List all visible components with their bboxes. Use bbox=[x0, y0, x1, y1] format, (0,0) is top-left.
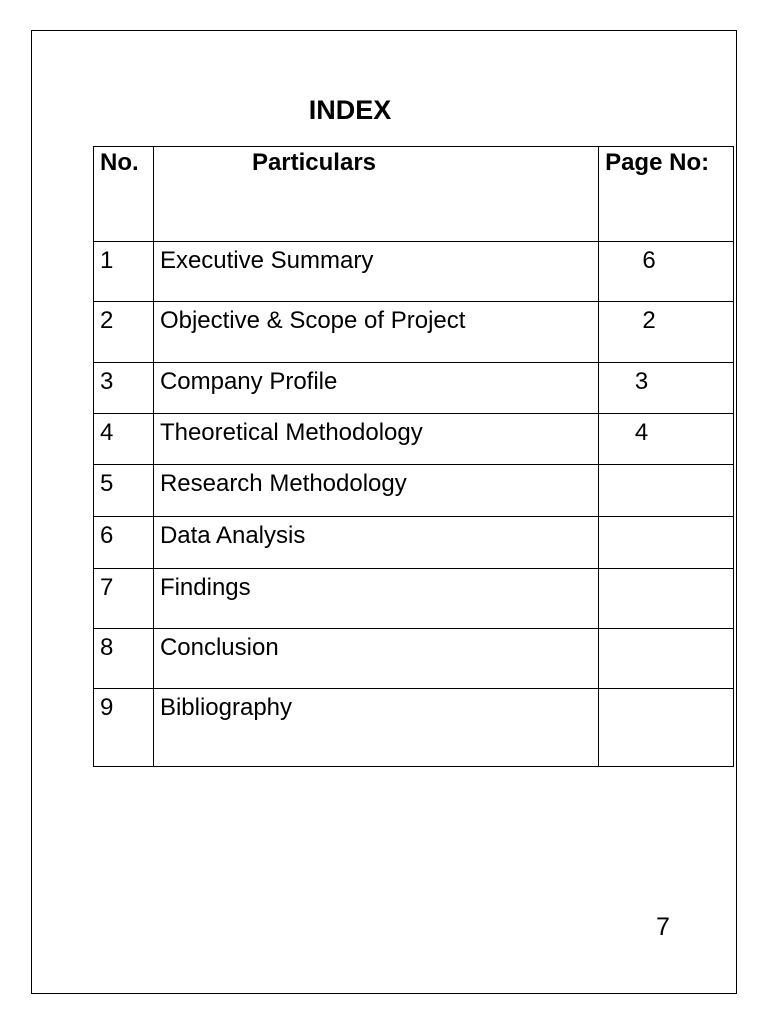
row-particulars: Executive Summary bbox=[159, 247, 374, 274]
row-number: 7 bbox=[100, 574, 114, 601]
row-page: 6 bbox=[642, 247, 656, 274]
header-page-no: Page No: bbox=[599, 147, 734, 242]
row-number: 2 bbox=[100, 307, 114, 334]
row-number: 4 bbox=[100, 419, 114, 446]
table-row bbox=[94, 302, 734, 363]
row-particulars: Company Profile bbox=[159, 368, 338, 395]
row-number: 5 bbox=[100, 470, 114, 497]
row-particulars: Bibliography bbox=[159, 694, 293, 721]
row-particulars: Theoretical Methodology bbox=[159, 419, 423, 446]
header-no: No. bbox=[94, 147, 154, 242]
table-row bbox=[94, 465, 734, 517]
row-page: 2 bbox=[642, 307, 656, 334]
row-number: 8 bbox=[100, 634, 114, 661]
row-page: 4 bbox=[634, 419, 649, 446]
row-particulars: Data Analysis bbox=[159, 522, 306, 549]
row-number: 3 bbox=[100, 368, 114, 395]
row-page: 3 bbox=[634, 368, 649, 395]
table-row bbox=[94, 363, 734, 414]
index-table bbox=[93, 146, 734, 767]
table-row bbox=[94, 689, 734, 767]
row-particulars: Findings bbox=[159, 574, 251, 601]
row-number: 6 bbox=[100, 522, 114, 549]
table-row bbox=[94, 517, 734, 569]
table-row bbox=[94, 242, 734, 302]
page-title: INDEX bbox=[308, 95, 392, 125]
table-row bbox=[94, 414, 734, 465]
row-number: 1 bbox=[100, 247, 114, 274]
table-row bbox=[94, 569, 734, 629]
row-particulars: Objective & Scope of Project bbox=[159, 307, 466, 334]
row-particulars: Research Methodology bbox=[159, 470, 407, 497]
page-number: 7 bbox=[656, 913, 670, 941]
header-row bbox=[94, 147, 734, 242]
header-particulars: Particulars bbox=[153, 147, 598, 242]
row-particulars: Conclusion bbox=[159, 634, 279, 661]
row-number: 9 bbox=[100, 694, 114, 721]
table-row bbox=[94, 629, 734, 689]
